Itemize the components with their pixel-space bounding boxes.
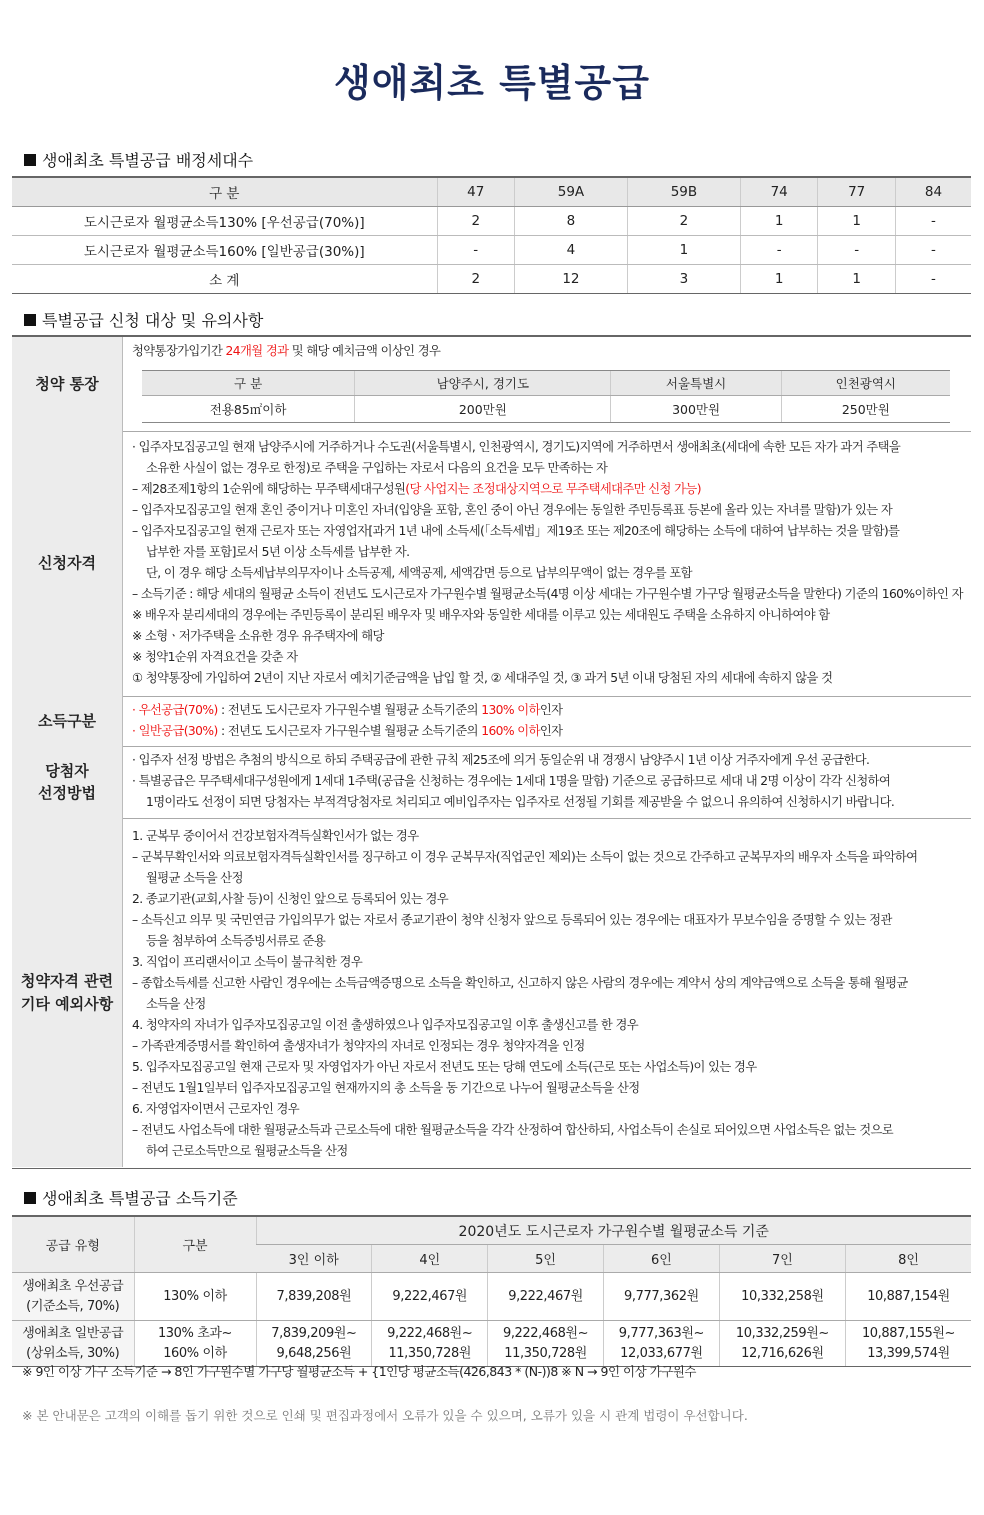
application-notes-table bbox=[12, 335, 971, 1169]
income-label: 소득구분 bbox=[12, 696, 123, 746]
square-bullet-icon bbox=[24, 1192, 36, 1204]
page-title: 생애최초 특별공급 bbox=[334, 61, 650, 105]
table-row: 생애최초 우선공급 (기준소득, 70%) 130% 이하 7,839,208원 9,222,467원 9,222,467원 9,777,362원 10,332,258원 10,887,154원 bbox=[12, 1273, 971, 1321]
section2-heading: 특별공급 신청 대상 및 유의사항 bbox=[24, 308, 263, 331]
table-row: 소 계 2 12 3 1 1 - bbox=[12, 265, 971, 294]
income-note: ※ 9인 이상 가구 소득기준 → 8인 가구원수별 가구당 월평균소득 + {1인당 평균소득(426,843 * (N-))8 ※ N → 9인 이상 가구원수 bbox=[22, 1364, 696, 1379]
table-row: 도시근로자 월평균소득130% [우선공급(70%)] 2 8 2 1 1 - bbox=[12, 207, 971, 236]
square-bullet-icon bbox=[24, 154, 36, 166]
winner-label: 당첨자 선정방법 bbox=[12, 746, 123, 818]
section3-heading: 생애최초 특별공급 소득기준 bbox=[24, 1186, 238, 1209]
eligibility-label: 신청자격 bbox=[12, 431, 123, 696]
eligibility-content: · 입주자모집공고일 현재 남양주시에 거주하거나 수도권(서울특별시, 인천광역시, 경기도)지역에 거주하면서 생애최초(세대에 속한 모든 자가 과거 주택을 소유한 사실이 없는 경우로 한정)로 주택을 구입하는 자로서 다음의 요건을 모두 만족하는 자 – 제28조제1항의 1순위에 해당하는 무주택세대구성원(당 사업지는 조정대상지역으로 무주택세대주만 신청 가능) – 입주자모집공고일 현재 혼인 중이거나 미혼인 자녀(입양을 포함, 혼인 중이 아닌 경우에는 동일한 주민등록표 등본에 올라 있는 자녀를 말함)가 있는 자 – 입주자모집공고일 현재 근로자 또는 자영업자[과거 1년 내에 소득세(「소득세법」제19조 또는 제20조에 해당하는 소득에 대하여 납부하는 것을 말함)를 납부한 자를 포함]로서 5년 이상 소득세를 납부한 자. 단, 이 경우 해당 소득세납부의무자이나 소득공제, 세액공제, 세액감면 등으로 납부의무액이 없는 경우를 포함 – 소득기준 : 해당 세대의 월평균 소득이 전년도 도시근로자 가구원수별 월평균소득(4명 이상 세대는 가구원수별 가구당 월평균소득을 말한다) 기준의 160%이하인 자 ※ 배우자 분리세대의 경우에는 주민등록이 분리된 배우자 및 배우자와 동일한 세대를 이루고 있는 세대원도 주택을 소유하지 아니하여야 함 ※ 소형ㆍ저가주택을 소유한 경우 유주택자에 해당 ※ 청약1순위 자격요건을 갖춘 자 ① 청약통장에 가입하여 2년이 지난 자로서 예치기준금액을 납입 할 것, ② 세대주일 것, ③ 과거 5년 이내 당첨된 자의 세대에 속하지 않을 것 bbox=[132, 440, 963, 685]
deposit-table: 구 분 남양주시, 경기도 서울특별시 인천광역시 전용85㎡이하 200만원 300만원 250만원 bbox=[142, 370, 950, 423]
square-bullet-icon bbox=[24, 314, 36, 326]
table-row: 생애최초 일반공급 (상위소득, 30%) 130% 초과~ 160% 이하 7,839,209원~ 9,648,256원 9,222,468원~ 11,350,728원 9,222,468원~ 11,350,728원 9,777,363원~ 12,033,677원 10,332,259원~ 12,716,626원 10,887,155원~ 13,399,574원 bbox=[12, 1321, 971, 1367]
bankbook-label: 청약 통장 bbox=[12, 337, 123, 431]
exceptions-row bbox=[12, 818, 971, 1167]
bankbook-row bbox=[12, 337, 971, 432]
income-content: · 우선공급(70%) : 전년도 도시근로자 가구원수별 월평균 소득기준의 130% 이하인자 · 일반공급(30%) : 전년도 도시근로자 가구원수별 월평균 소득기준의 160% 이하인자 bbox=[132, 703, 563, 738]
disclaimer: ※ 본 안내문은 고객의 이해를 돕기 위한 것으로 인쇄 및 편집과정에서 오류가 있을 수 있으며, 오류가 있을 시 관계 법령이 우선합니다. bbox=[22, 1408, 748, 1423]
bankbook-intro: 청약통장가입기간 24개월 경과 및 해당 예치금액 이상인 경우 bbox=[132, 344, 441, 358]
allocation-table bbox=[12, 176, 971, 294]
winner-content: · 입주자 선정 방법은 추첨의 방식으로 하되 주택공급에 관한 규칙 제25조에 의거 동일순위 내 경쟁시 남양주시 1년 이상 거주자에게 우선 공급한다. · 특별공급은 무주택세대구성원에게 1세대 1주택(공급을 신청하는 경우에는 1세대 1명을 말함) 기준으로 공급하므로 세대 내 2명 이상이 각각 신청하여 1명이라도 선정이 되면 당첨자는 부적격당첨자로 처리되고 예비입주자는 입주자로 선정될 기회를 제공받을 수 없으니 유의하여 신청하시기 바랍니다. bbox=[132, 753, 895, 809]
income-standard-table: 공급 유형 구분 2020년도 도시근로자 가구원수별 월평균소득 기준 3인 이하 4인 5인 6인 7인 8인 생애최초 우선공급 (기준소득, 70%) 130% 이하 7,839,208원 9,222,467원 9,222,467원 9,777,362원 10,332,258원 10,887,154원 생애최초 일반공급 (상위소득, 30%) 130% 초과~ 160% 이하 7,839,209원~ 9,648,256원 9,222,468원~ 11,350,728원 9,222,468원~ 11,350,728원 9,777,363원~ 12,033,677원 10,332,259원~ 12,716,626원 10,887,155원~ 13,399,574원 bbox=[12, 1215, 971, 1367]
income-row bbox=[12, 696, 971, 747]
section1-heading: 생애최초 특별공급 배정세대수 bbox=[24, 148, 253, 171]
exceptions-content: 1. 군복무 중이어서 건강보험자격득실확인서가 없는 경우 – 군복무확인서와 의료보험자격득실확인서를 징구하고 이 경우 군복무자(직업군인 제외)는 소득이 없는 것으로 간주하고 군복무자의 배우자 소득을 파악하여 월평균 소득을 산정 2. 종교기관(교회,사찰 등)이 신청인 앞으로 등록되어 있는 경우 – 소득신고 의무 및 국민연금 가입의무가 없는 자로서 종교기관이 청약 신청자 앞으로 등록되어 있는 경우에는 대표자가 무보수임을 증명할 수 있는 정관 등을 첨부하여 소득증빙서류로 준용 3. 직업이 프리랜서이고 소득이 불규칙한 경우 – 종합소득세를 신고한 사람인 경우에는 소득금액증명으로 소득을 확인하고, 신고하지 않은 사람의 경우에는 계약서 상의 계약금액으로 소득을 통해 월평균 소득을 산정 4. 청약자의 자녀가 입주자모집공고일 이전 출생하였으나 입주자모집공고일 이후 출생신고를 한 경우 – 가족관계증명서를 확인하여 출생자녀가 청약자의 자녀로 인정되는 경우 청약자격을 인정 5. 입주자모집공고일 현재 근로자 및 자영업자가 아닌 자로서 전년도 또는 당해 연도에 소득(근로 또는 사업소득)이 있는 경우 – 전년도 1월1일부터 입주자모집공고일 현재까지의 총 소득을 동 기간으로 나누어 월평균소득을 산정 6. 자영업자이면서 근로자인 경우 – 전년도 사업소득에 대한 월평균소득과 근로소득에 대한 월평균소득을 각각 산정하여 합산하되, 사업소득이 손실로 되어있으면 사업소득은 없는 것으로 하여 근로소득만으로 월평균소득을 산정 bbox=[132, 829, 918, 1158]
eligibility-row bbox=[12, 431, 971, 697]
exceptions-label: 청약자격 관련 기타 예외사항 bbox=[12, 818, 123, 1167]
table-header-row: 구 분 47 59A 59B 74 77 84 bbox=[12, 177, 971, 207]
table-row: 도시근로자 월평균소득160% [일반공급(30%)] - 4 1 - - - bbox=[12, 236, 971, 265]
table-row: 전용85㎡이하 200만원 300만원 250만원 bbox=[142, 396, 950, 423]
winner-row bbox=[12, 746, 971, 819]
